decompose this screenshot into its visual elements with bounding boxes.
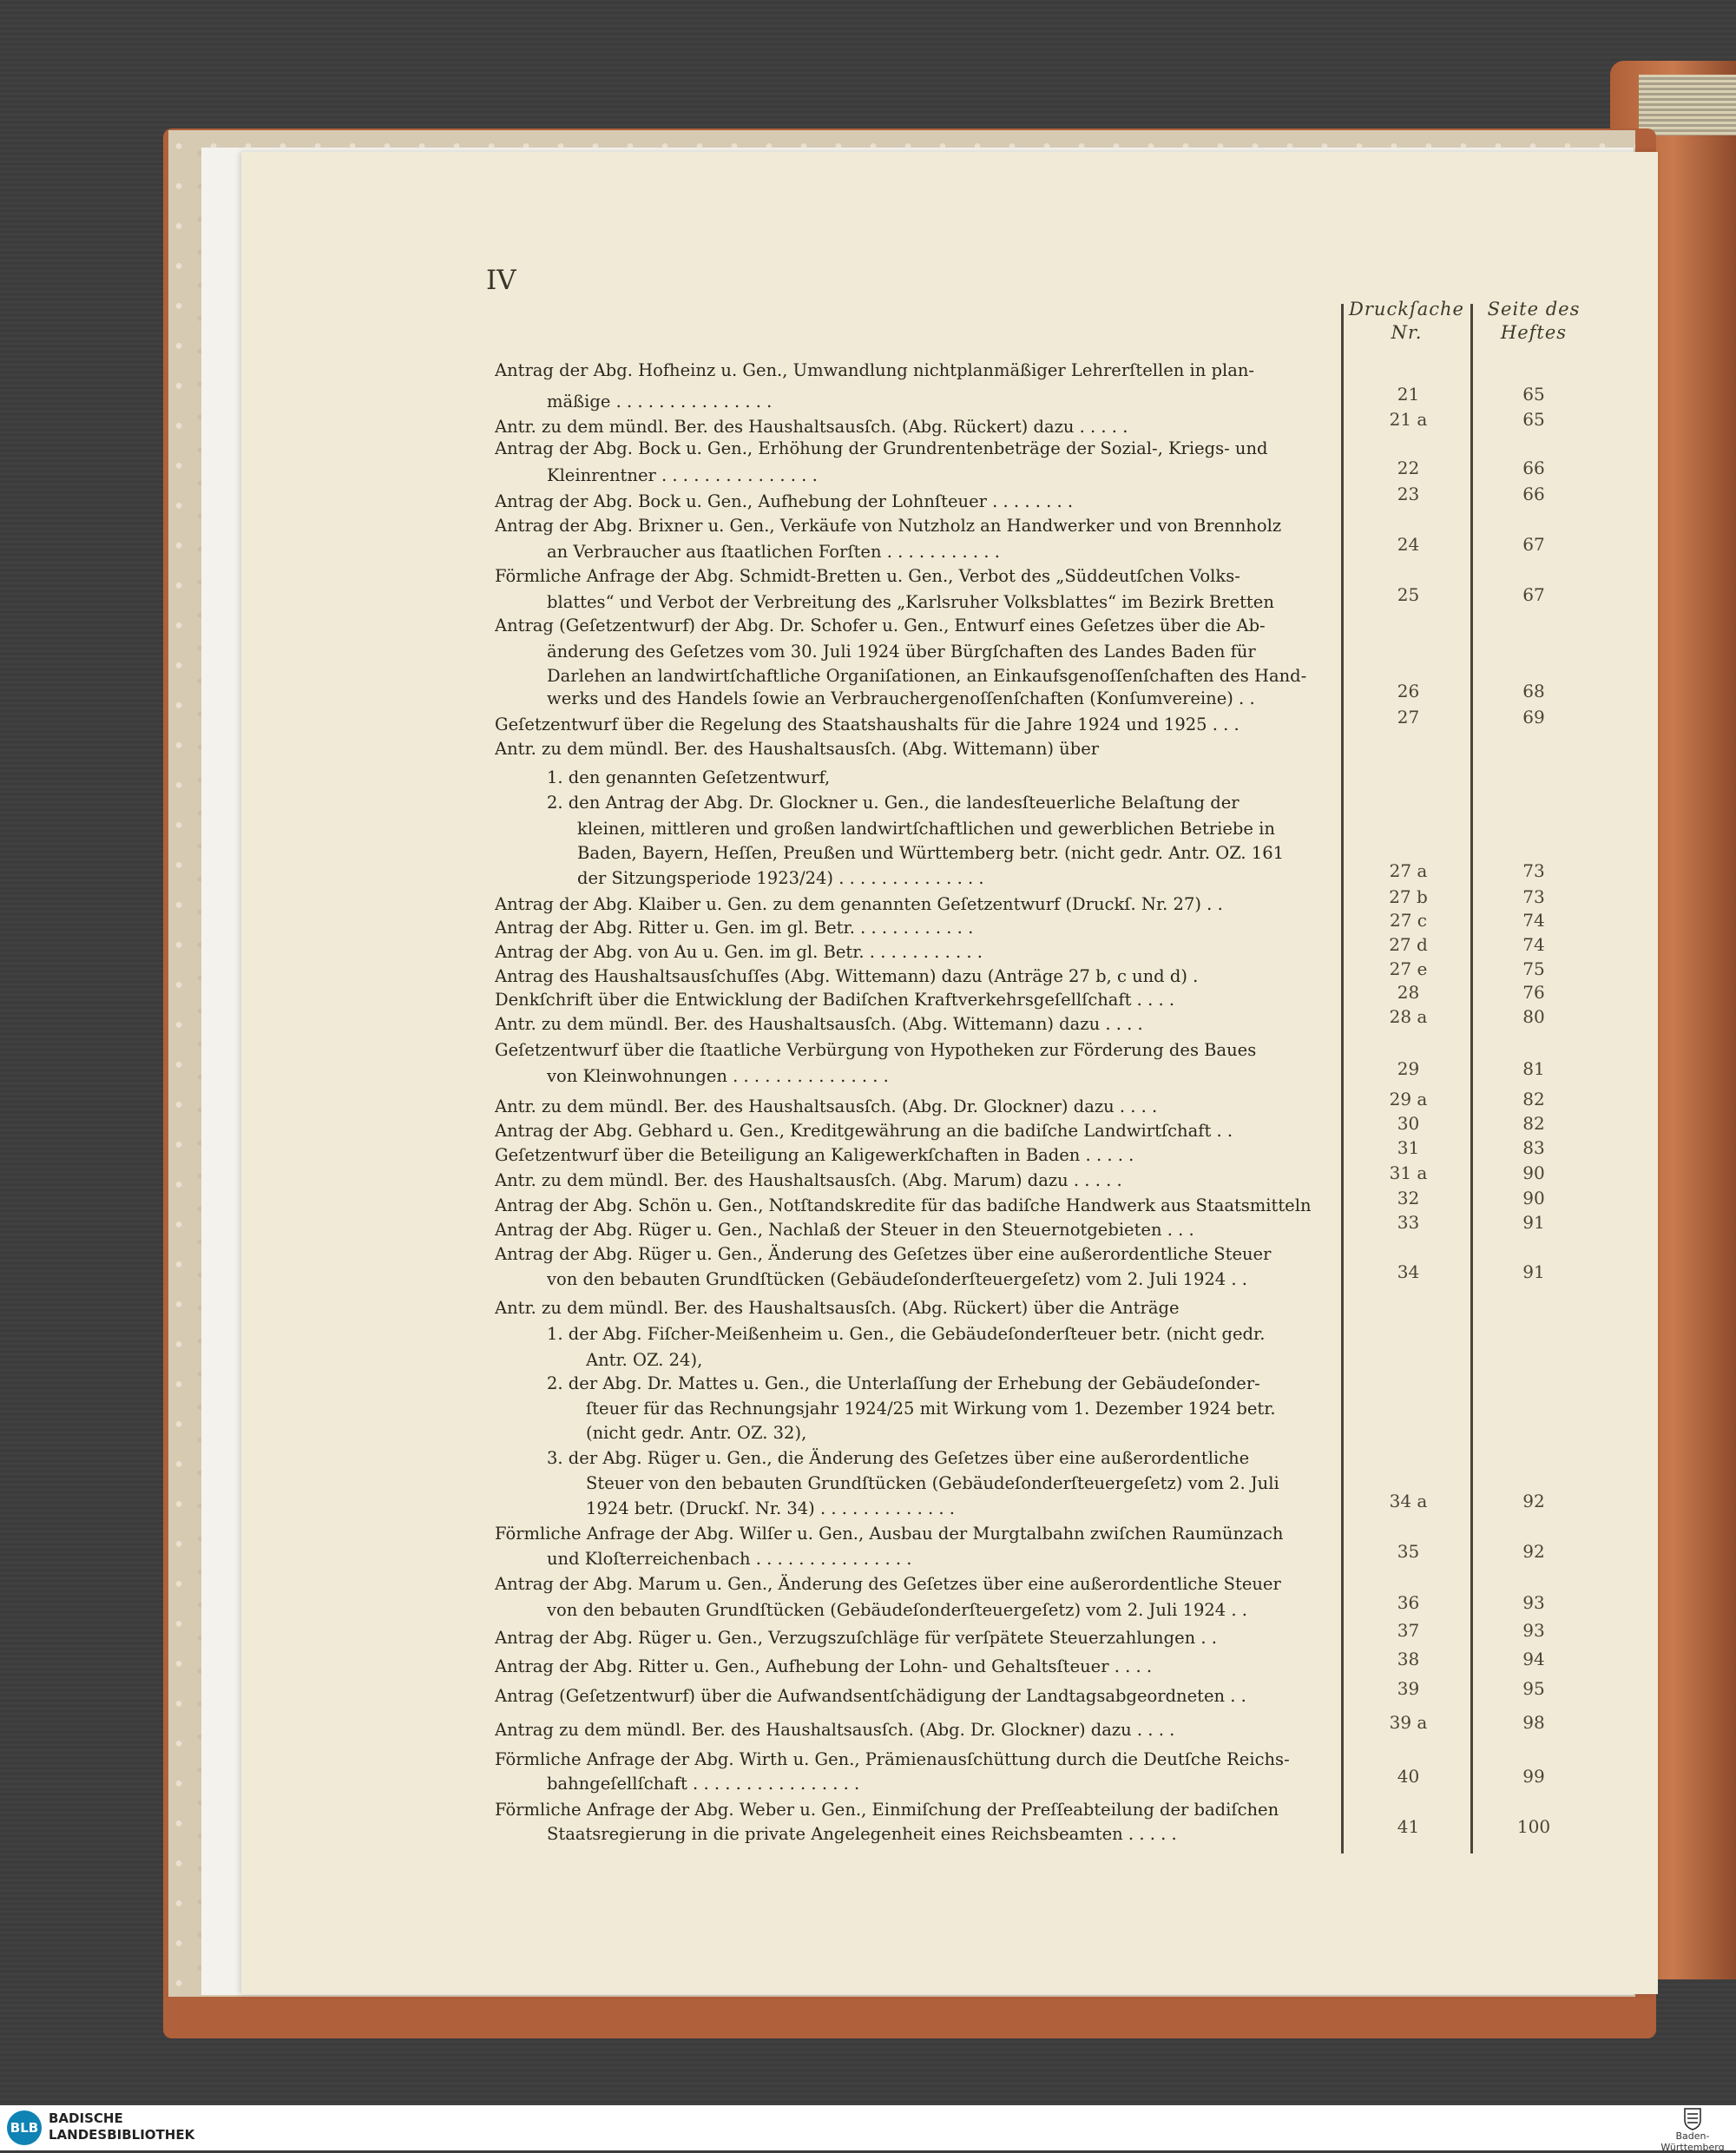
entry-page-number: 91 bbox=[1522, 1212, 1545, 1233]
entry-line: Antr. OZ. 24), bbox=[586, 1350, 703, 1370]
entry-page-number: 69 bbox=[1522, 707, 1545, 728]
entry-page-number: 95 bbox=[1522, 1678, 1545, 1699]
entry-drucksache-number: 25 bbox=[1397, 584, 1420, 605]
entry-page-number: 92 bbox=[1522, 1491, 1545, 1511]
entry-drucksache-number: 30 bbox=[1397, 1113, 1420, 1134]
entry-drucksache-number: 37 bbox=[1397, 1620, 1420, 1641]
entry-drucksache-number: 38 bbox=[1397, 1649, 1420, 1669]
entry-page-number: 83 bbox=[1522, 1137, 1545, 1158]
entry-line: (nicht gedr. Antr. OZ. 32), bbox=[586, 1423, 807, 1443]
library-name bbox=[49, 2110, 194, 2143]
entry-line: Antr. zu dem mündl. Ber. des Haushaltsausſch. (Abg. Marum) dazu . . . . . bbox=[495, 1170, 1122, 1190]
entry-drucksache-number: 33 bbox=[1397, 1212, 1420, 1233]
entry-line: 1. den genannten Geſetzentwurf, bbox=[547, 767, 831, 787]
entry-page-number: 66 bbox=[1522, 484, 1545, 504]
entry-line: Antrag der Abg. Brixner u. Gen., Verkäufe von Nutzholz an Handwerker und von Brennholz bbox=[495, 516, 1282, 536]
entry-line: Antrag der Abg. Ritter u. Gen. im gl. Betr. . . . . . . . . . . . bbox=[495, 918, 974, 938]
entry-drucksache-number: 27 b bbox=[1389, 886, 1428, 907]
entry-page-number: 74 bbox=[1522, 934, 1545, 955]
library-name-line1: BADISCHE bbox=[49, 2110, 123, 2126]
entry-page-number: 94 bbox=[1522, 1649, 1545, 1669]
entry-page-number: 93 bbox=[1522, 1620, 1545, 1641]
entry-line: von den bebauten Grundſtücken (Gebäudeſonderſteuergeſetz) vom 2. Juli 1924 . . bbox=[547, 1269, 1247, 1289]
entry-line: Baden, Bayern, Heſſen, Preußen und Württemberg betr. (nicht gedr. Antr. OZ. 161 bbox=[577, 843, 1285, 863]
entry-page-number: 100 bbox=[1516, 1816, 1551, 1837]
entry-drucksache-number: 39 bbox=[1397, 1678, 1420, 1699]
column-header-seite: Seite des Heftes bbox=[1487, 299, 1581, 343]
entry-line: der Sitzungsperiode 1923/24) . . . . . . . . . . . . . . bbox=[577, 868, 984, 888]
entry-line: Antr. zu dem mündl. Ber. des Haushaltsausſch. (Abg. Dr. Glockner) dazu . . . . bbox=[495, 1096, 1158, 1116]
entry-line: Antrag der Abg. Rüger u. Gen., Nachlaß der Steuer in den Steuernotgebieten . . . bbox=[495, 1220, 1194, 1240]
entry-page-number: 90 bbox=[1522, 1162, 1545, 1183]
entry-drucksache-number: 27 d bbox=[1389, 934, 1428, 955]
state-crest-icon bbox=[1683, 2106, 1702, 2130]
entry-page-number: 67 bbox=[1522, 534, 1545, 555]
entry-line: Förmliche Anfrage der Abg. Wirth u. Gen., Prämienausſchüttung durch die Deutſche Reichs- bbox=[495, 1749, 1290, 1769]
entry-line: Geſetzentwurf über die Regelung des Staatshaushalts für die Jahre 1924 und 1925 . . . bbox=[495, 714, 1240, 734]
entry-drucksache-number: 27 bbox=[1397, 707, 1420, 728]
entry-drucksache-number: 27 a bbox=[1389, 860, 1428, 881]
entry-drucksache-number: 22 bbox=[1397, 458, 1420, 478]
entry-drucksache-number: 29 a bbox=[1389, 1089, 1428, 1109]
entry-page-number: 75 bbox=[1522, 958, 1545, 979]
entry-line: 1. der Abg. Fiſcher-Meißenheim u. Gen., die Gebäudeſonderſteuer betr. (nicht gedr. bbox=[547, 1324, 1266, 1344]
entry-drucksache-number: 36 bbox=[1397, 1592, 1420, 1613]
entry-page-number: 93 bbox=[1522, 1592, 1545, 1613]
entry-page-number: 91 bbox=[1522, 1261, 1545, 1282]
entry-line: Antrag der Abg. von Au u. Gen. im gl. Betr. . . . . . . . . . . . bbox=[495, 942, 983, 962]
entry-page-number: 67 bbox=[1522, 584, 1545, 605]
entry-drucksache-number: 31 bbox=[1397, 1137, 1420, 1158]
entry-page-number: 65 bbox=[1522, 384, 1545, 405]
entry-page-number: 82 bbox=[1522, 1089, 1545, 1109]
entry-drucksache-number: 34 a bbox=[1389, 1491, 1428, 1511]
entry-line: Antrag zu dem mündl. Ber. des Haushaltsausſch. (Abg. Dr. Glockner) dazu . . . . bbox=[495, 1720, 1175, 1740]
entry-line: von Kleinwohnungen . . . . . . . . . . . . . . . bbox=[547, 1066, 889, 1086]
entry-drucksache-number: 27 c bbox=[1389, 910, 1427, 931]
entry-line: von den bebauten Grundſtücken (Gebäudeſonderſteuergeſetz) vom 2. Juli 1924 . . bbox=[547, 1600, 1247, 1620]
entry-line: Förmliche Anfrage der Abg. Weber u. Gen., Einmiſchung der Preſſeabteilung der badiſchen bbox=[495, 1800, 1279, 1820]
entry-drucksache-number: 40 bbox=[1397, 1766, 1420, 1787]
entry-line: blattes“ und Verbot der Verbreitung des „Karlsruher Volksblattes“ im Bezirk Bretten bbox=[547, 592, 1274, 612]
entry-line: Staatsregierung in die private Angelegenheit eines Reichsbeamten . . . . . bbox=[547, 1824, 1177, 1844]
entry-page-number: 68 bbox=[1522, 681, 1545, 701]
entry-drucksache-number: 27 e bbox=[1389, 958, 1428, 979]
entry-line: Antrag der Abg. Marum u. Gen., Änderung des Geſetzes über eine außerordentliche Steuer bbox=[495, 1574, 1281, 1594]
entry-drucksache-number: 34 bbox=[1397, 1261, 1420, 1282]
entry-line: Darlehen an landwirtſchaftliche Organiſationen, an Einkaufsgenoſſenſchaften des Hand- bbox=[547, 666, 1307, 686]
entry-line: Antrag des Haushaltsausſchuſſes (Abg. Wittemann) dazu (Anträge 27 b, c und d) . bbox=[495, 966, 1199, 986]
entry-drucksache-number: 23 bbox=[1397, 484, 1420, 504]
entry-line: Steuer von den bebauten Grundſtücken (Gebäudeſonderſteuergeſetz) vom 2. Juli bbox=[586, 1473, 1279, 1493]
entry-line: 1924 betr. (Druckſ. Nr. 34) . . . . . . . . . . . . . bbox=[586, 1498, 955, 1518]
entry-page-number: 73 bbox=[1522, 886, 1545, 907]
entry-line: Antrag der Abg. Bock u. Gen., Aufhebung der Lohnſteuer . . . . . . . . bbox=[495, 491, 1074, 511]
blb-logo: BLB bbox=[7, 2110, 42, 2145]
library-name-line2: LANDESBIBLIOTHEK bbox=[49, 2127, 195, 2143]
entry-line: werks und des Handels ſowie an Verbrauchergenoſſenſchaften (Konſumvereine) . . bbox=[547, 688, 1255, 708]
entry-line: 2. der Abg. Dr. Mattes u. Gen., die Unterlaſſung der Erhebung der Gebäudeſonder- bbox=[547, 1373, 1260, 1393]
entry-page-number: 99 bbox=[1522, 1766, 1545, 1787]
entry-page-number: 98 bbox=[1522, 1712, 1545, 1733]
entry-page-number: 66 bbox=[1522, 458, 1545, 478]
entry-line: Antrag (Geſetzentwurf) über die Aufwandsentſchädigung der Landtagsabgeordneten . . bbox=[495, 1686, 1246, 1706]
entry-drucksache-number: 21 a bbox=[1389, 409, 1428, 430]
entry-line: Antr. zu dem mündl. Ber. des Haushaltsausſch. (Abg. Rückert) über die Anträge bbox=[495, 1298, 1180, 1318]
entry-line: kleinen, mittleren und großen landwirtſchaftlichen und gewerblichen Betriebe in bbox=[577, 819, 1275, 839]
entry-drucksache-number: 39 a bbox=[1389, 1712, 1428, 1733]
entry-line: Antrag der Abg. Bock u. Gen., Erhöhung der Grundrentenbeträge der Sozial-, Kriegs- und bbox=[495, 438, 1268, 458]
entry-line: Antr. zu dem mündl. Ber. des Haushaltsausſch. (Abg. Rückert) dazu . . . . . bbox=[495, 417, 1128, 437]
entry-line: Antr. zu dem mündl. Ber. des Haushaltsausſch. (Abg. Wittemann) dazu . . . . bbox=[495, 1014, 1143, 1034]
state-logo bbox=[1658, 2106, 1727, 2153]
entry-drucksache-number: 28 a bbox=[1389, 1006, 1428, 1027]
entry-page-number: 92 bbox=[1522, 1541, 1545, 1562]
entry-drucksache-number: 21 bbox=[1397, 384, 1420, 405]
entry-line: 2. den Antrag der Abg. Dr. Glockner u. Gen., die landesſteuerliche Belaſtung der bbox=[547, 793, 1240, 813]
entry-line: Antrag der Abg. Rüger u. Gen., Änderung des Geſetzes über eine außerordentliche Steuer bbox=[495, 1244, 1272, 1264]
entry-line: Antrag der Abg. Schön u. Gen., Notſtandskredite für das badiſche Handwerk aus Staatsmitteln bbox=[495, 1195, 1312, 1215]
entry-line: Förmliche Anfrage der Abg. Wilſer u. Gen., Ausbau der Murgtalbahn zwiſchen Raumünzach bbox=[495, 1524, 1284, 1544]
entry-drucksache-number: 41 bbox=[1397, 1816, 1420, 1837]
entry-page-number: 82 bbox=[1522, 1113, 1545, 1134]
entry-line: bahngeſellſchaft . . . . . . . . . . . . . . . . bbox=[547, 1774, 860, 1794]
entry-page-number: 90 bbox=[1522, 1188, 1545, 1208]
footer-bar bbox=[0, 2105, 1736, 2150]
entry-page-number: 73 bbox=[1522, 860, 1545, 881]
entry-line: änderung des Geſetzes vom 30. Juli 1924 über Bürgſchaften des Landes Baden für bbox=[547, 642, 1256, 662]
entry-drucksache-number: 24 bbox=[1397, 534, 1420, 555]
entry-line: Kleinrentner . . . . . . . . . . . . . . . bbox=[547, 465, 818, 485]
entry-drucksache-number: 29 bbox=[1397, 1058, 1420, 1079]
entry-line: Antrag der Abg. Hofheinz u. Gen., Umwandlung nichtplanmäßiger Lehrerſtellen in plan- bbox=[495, 360, 1254, 380]
entry-line: Antrag der Abg. Klaiber u. Gen. zu dem genannten Geſetzentwurf (Druckſ. Nr. 27) . . bbox=[495, 894, 1223, 914]
entry-line: Antrag der Abg. Gebhard u. Gen., Kreditgewährung an die badiſche Landwirtſchaft . . bbox=[495, 1121, 1233, 1141]
entry-line: Antrag der Abg. Ritter u. Gen., Aufhebung der Lohn- und Gehaltsſteuer . . . . bbox=[495, 1656, 1153, 1676]
entry-drucksache-number: 28 bbox=[1397, 982, 1420, 1003]
entry-page-number: 80 bbox=[1522, 1006, 1545, 1027]
entry-line: ſteuer für das Rechnungsjahr 1924/25 mit Wirkung vom 1. Dezember 1924 betr. bbox=[586, 1399, 1276, 1419]
page-number: IV bbox=[486, 265, 516, 296]
entry-line: an Verbraucher aus ſtaatlichen Forſten . . . . . . . . . . . bbox=[547, 542, 1000, 562]
entry-line: Antrag (Geſetzentwurf) der Abg. Dr. Schofer u. Gen., Entwurf eines Geſetzes über die Ab- bbox=[495, 616, 1266, 635]
entry-page-number: 74 bbox=[1522, 910, 1545, 931]
entry-line: mäßige . . . . . . . . . . . . . . . bbox=[547, 392, 773, 412]
column-header-drucksache: Druckſache Nr. bbox=[1349, 299, 1464, 343]
entry-line: Förmliche Anfrage der Abg. Schmidt-Bretten u. Gen., Verbot des „Süddeutſchen Volks- bbox=[495, 566, 1240, 586]
entry-line: und Kloſterreichenbach . . . . . . . . . . . . . . . bbox=[547, 1549, 912, 1569]
entry-line: Denkſchrift über die Entwicklung der Badiſchen Kraftverkehrsgeſellſchaft . . . . bbox=[495, 990, 1175, 1010]
entry-line: Antrag der Abg. Rüger u. Gen., Verzugszuſchläge für verſpätete Steuerzahlungen . . bbox=[495, 1628, 1217, 1648]
state-mark-text: Baden-Württemberg bbox=[1660, 2130, 1725, 2153]
entry-drucksache-number: 32 bbox=[1397, 1188, 1420, 1208]
entry-line: 3. der Abg. Rüger u. Gen., die Änderung des Geſetzes über eine außerordentliche bbox=[547, 1448, 1250, 1468]
entry-line: Geſetzentwurf über die ſtaatliche Verbürgung von Hypotheken zur Förderung des Baues bbox=[495, 1040, 1257, 1060]
entry-line: Geſetzentwurf über die Beteiligung an Kaligewerkſchaften in Baden . . . . . bbox=[495, 1145, 1134, 1165]
entry-line: Antr. zu dem mündl. Ber. des Haushaltsausſch. (Abg. Wittemann) über bbox=[495, 739, 1100, 759]
entry-drucksache-number: 35 bbox=[1397, 1541, 1420, 1562]
entry-page-number: 81 bbox=[1522, 1058, 1545, 1079]
entry-drucksache-number: 31 a bbox=[1389, 1162, 1428, 1183]
entry-page-number: 76 bbox=[1522, 982, 1545, 1003]
entry-page-number: 65 bbox=[1522, 409, 1545, 430]
entry-drucksache-number: 26 bbox=[1397, 681, 1420, 701]
